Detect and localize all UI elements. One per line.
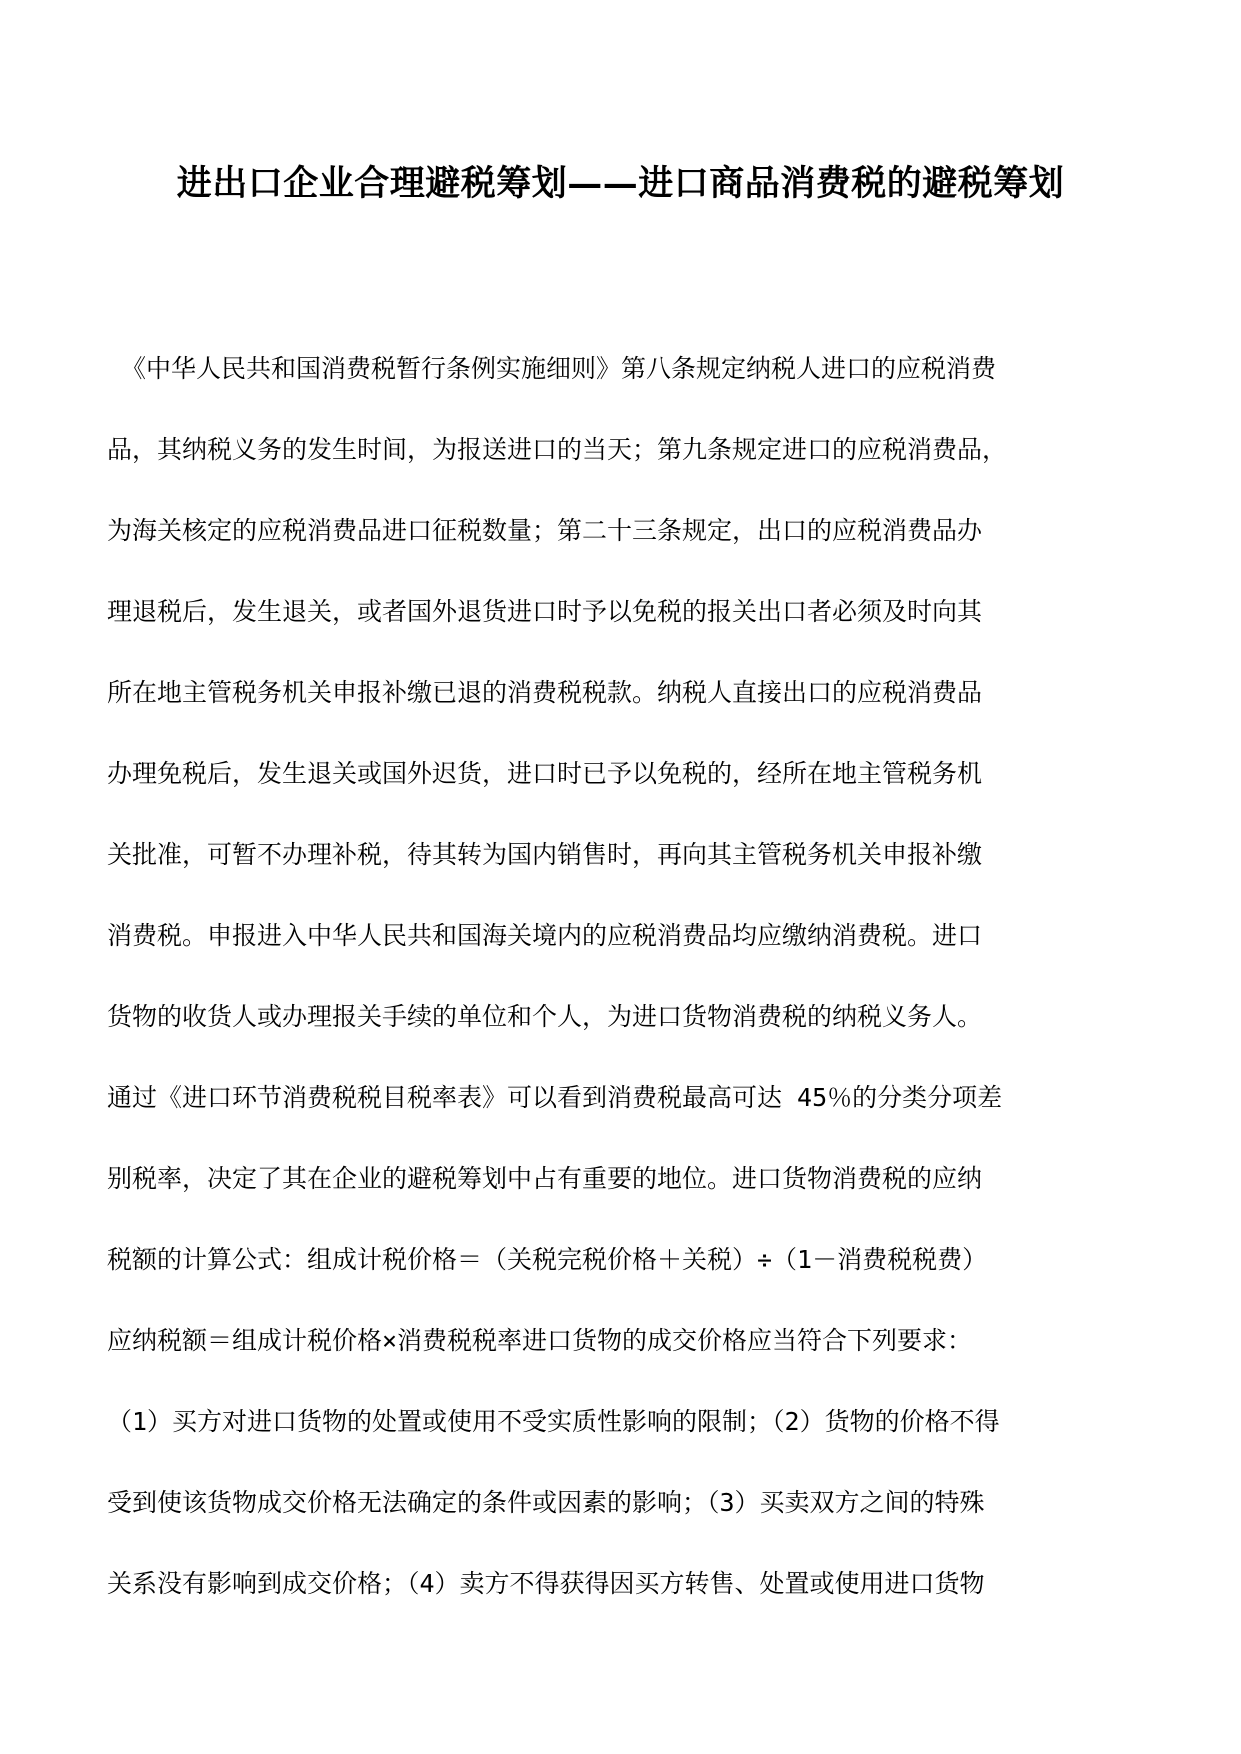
body-line: 关批准，可暂不办理补税，待其转为国内销售时，再向其主管税务机关申报补缴 bbox=[107, 840, 983, 869]
body-line: 理退税后，发生退关，或者国外退货进口时予以免税的报关出口者必须及时向其 bbox=[107, 597, 983, 626]
body-line: 品，其纳税义务的发生时间，为报送进口的当天；第九条规定进口的应税消费品， bbox=[107, 435, 1008, 464]
document-title: 进出口企业合理避税筹划——进口商品消费税的避税筹划 bbox=[176, 163, 1065, 204]
body-line: 关系没有影响到成交价格；（4）卖方不得获得因买方转售、处置或使用进口货物 bbox=[107, 1569, 985, 1598]
body-line: 办理免税后，发生退关或国外迟货，进口时已予以免税的，经所在地主管税务机 bbox=[107, 759, 983, 788]
body-line: 税额的计算公式：组成计税价格＝（关税完税价格＋关税）÷（1－消费税税费） bbox=[107, 1245, 988, 1274]
body-line: 消费税。申报进入中华人民共和国海关境内的应税消费品均应缴纳消费税。进口 bbox=[107, 921, 983, 950]
body-line: 通过《进口环节消费税税目税率表》可以看到消费税最高可达 45％的分类分项差 bbox=[107, 1083, 1003, 1112]
body-line: 受到使该货物成交价格无法确定的条件或因素的影响；（3）买卖双方之间的特殊 bbox=[107, 1488, 985, 1517]
body-line: 别税率，决定了其在企业的避税筹划中占有重要的地位。进口货物消费税的应纳 bbox=[107, 1164, 983, 1193]
body-line: （1）买方对进口货物的处置或使用不受实质性影响的限制；（2）货物的价格不得 bbox=[107, 1407, 1000, 1436]
body-line: 《中华人民共和国消费税暂行条例实施细则》第八条规定纳税人进口的应税消费 bbox=[121, 354, 997, 383]
body-line: 应纳税额＝组成计税价格×消费税税率进口货物的成交价格应当符合下列要求： bbox=[107, 1326, 973, 1355]
document-body bbox=[107, 348, 1137, 1644]
body-line: 所在地主管税务机关申报补缴已退的消费税税款。纳税人直接出口的应税消费品 bbox=[107, 678, 983, 707]
body-line: 货物的收货人或办理报关手续的单位和个人，为进口货物消费税的纳税义务人。 bbox=[107, 1002, 983, 1031]
body-line: 为海关核定的应税消费品进口征税数量；第二十三条规定，出口的应税消费品办 bbox=[107, 516, 983, 545]
